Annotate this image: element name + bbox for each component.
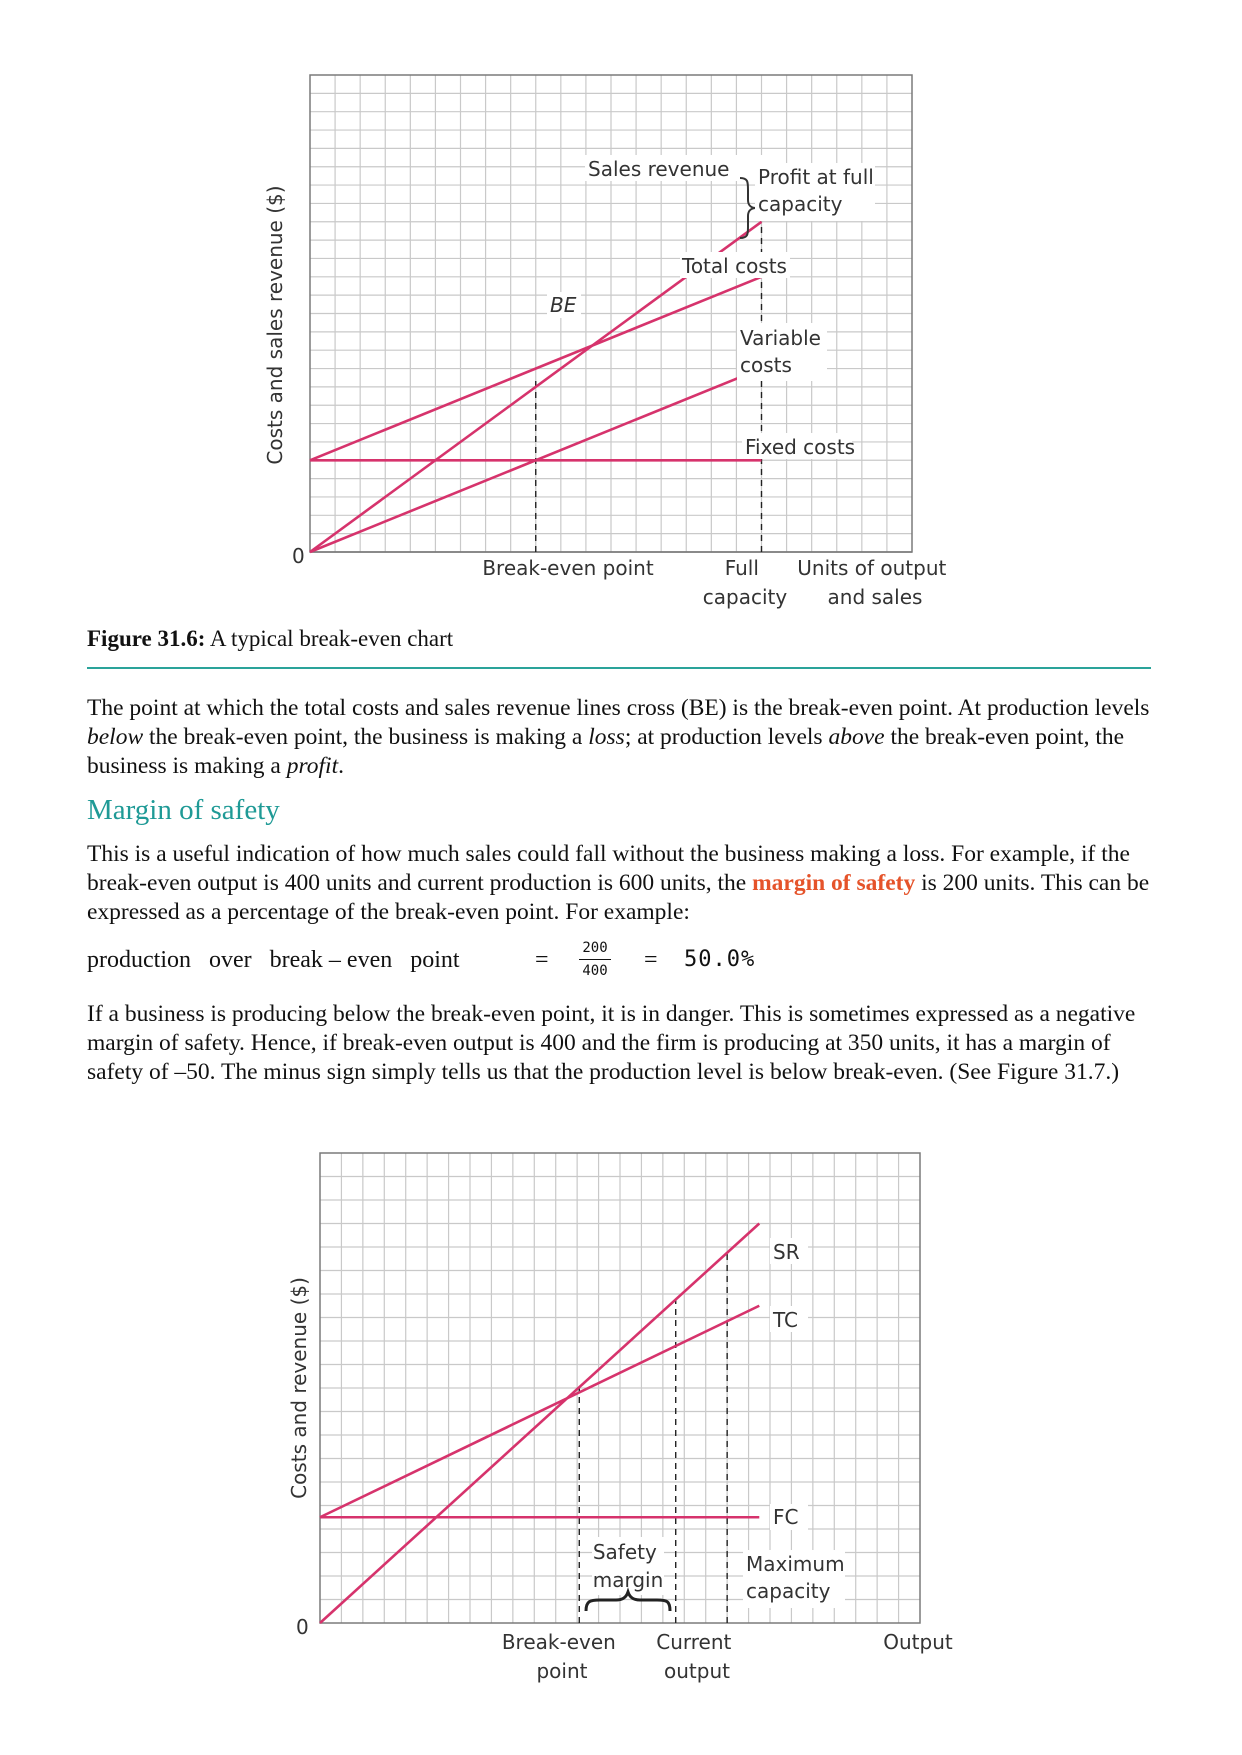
figure-caption-label: Figure 31.6: [87, 626, 206, 651]
total-costs-label-text: Total costs [682, 254, 787, 278]
key-term: margin of safety [752, 870, 916, 896]
text-run: is 200 units. This can be expressed as a percentage of the break-even point. For example: [87, 870, 1150, 925]
maximum-capacity-label [743, 1550, 851, 1608]
chart-grid [310, 75, 912, 552]
sales-revenue-label [585, 155, 770, 181]
series-line-sr [320, 1224, 759, 1624]
formula-equals: = [535, 947, 549, 973]
emphasis: loss [588, 724, 625, 750]
formula [87, 935, 987, 995]
section-heading: Margin of safety [87, 794, 280, 826]
emphasis: profit [286, 753, 339, 779]
text-run: . [338, 753, 344, 779]
sr-label-text: SR [773, 1240, 800, 1264]
fixed-costs-label-text: Fixed costs [745, 435, 856, 459]
formula-result: 50.0% [684, 947, 756, 972]
break-even-chart [250, 60, 990, 620]
figure-caption-text: A typical break-even chart [205, 626, 454, 651]
x-axis-label: Units of output and sales [797, 556, 947, 609]
svg-text:Safety margin: Safety margin [592, 1540, 664, 1592]
chart-lines [320, 1224, 759, 1624]
formula-numerator: 200 [582, 940, 608, 956]
emphasis: below [87, 724, 144, 750]
text-run: This is a useful indication of how much sales could fall without the business making a loss. For example, if the break-even output is 400 units and current production is 600 units, the [87, 841, 1130, 896]
y-axis-label: Costs and revenue ($) [287, 1277, 311, 1499]
break-even-point-label: Break-even point [482, 556, 654, 580]
variable-costs-label [737, 323, 827, 381]
paragraph-break-even [87, 694, 1157, 781]
sr-label [770, 1238, 808, 1264]
paragraph-margin-of-safety [87, 840, 1157, 927]
total-costs-label [680, 252, 790, 278]
tc-label [770, 1306, 808, 1332]
svg-text:Variable costs: Variable costs [740, 326, 821, 377]
text-run: The point at which the total costs and sales revenue lines cross (BE) is the break-even point. At production levels [87, 695, 1150, 721]
fc-label-text: FC [773, 1505, 799, 1529]
current-output-label: Current output [656, 1630, 732, 1683]
origin-label: 0 [292, 544, 305, 568]
fraction-bar [579, 959, 611, 960]
fixed-costs-label [742, 433, 855, 459]
formula-denominator: 400 [582, 963, 608, 979]
origin-label: 0 [296, 1615, 309, 1639]
break-even-point-label: Break-even point [501, 1630, 616, 1683]
full-capacity-label: Full capacity [702, 556, 788, 609]
text-run: the break-even point, the business is making a [87, 724, 1125, 779]
profit-label: Profit at full capacity [758, 165, 874, 216]
be-label [547, 292, 581, 318]
formula-fraction [575, 939, 615, 980]
margin-of-safety-chart [260, 1130, 1000, 1700]
svg-text:Maximum capacity: Maximum capacity [746, 1552, 845, 1603]
y-axis-label: Costs and sales revenue ($) [263, 185, 287, 465]
sales-revenue-label-text: Sales revenue [588, 157, 730, 181]
fc-label [770, 1504, 808, 1530]
caption-divider [87, 667, 1151, 669]
tc-label-text: TC [773, 1308, 799, 1332]
be-label-text: BE [550, 293, 577, 317]
text-run: the break-even point, the business is making a [143, 724, 589, 750]
emphasis: above [828, 724, 885, 750]
figure-caption [87, 626, 453, 652]
x-axis-label: Output [883, 1630, 953, 1654]
paragraph-negative-margin: If a business is producing below the break-even point, it is in danger. This is sometimes expressed as a negative margin of safety. Hence, if break-even output is 400 and the firm is producing at 350 units, it has a margin of safety of –50. The minus sign simply tells us that the production level is below break-even. (See Figure 31.7.) [87, 1001, 1136, 1085]
formula-equals: = [644, 947, 658, 973]
text-run: ; at production levels [624, 724, 829, 750]
formula-lhs: production over break – even point [87, 947, 460, 973]
